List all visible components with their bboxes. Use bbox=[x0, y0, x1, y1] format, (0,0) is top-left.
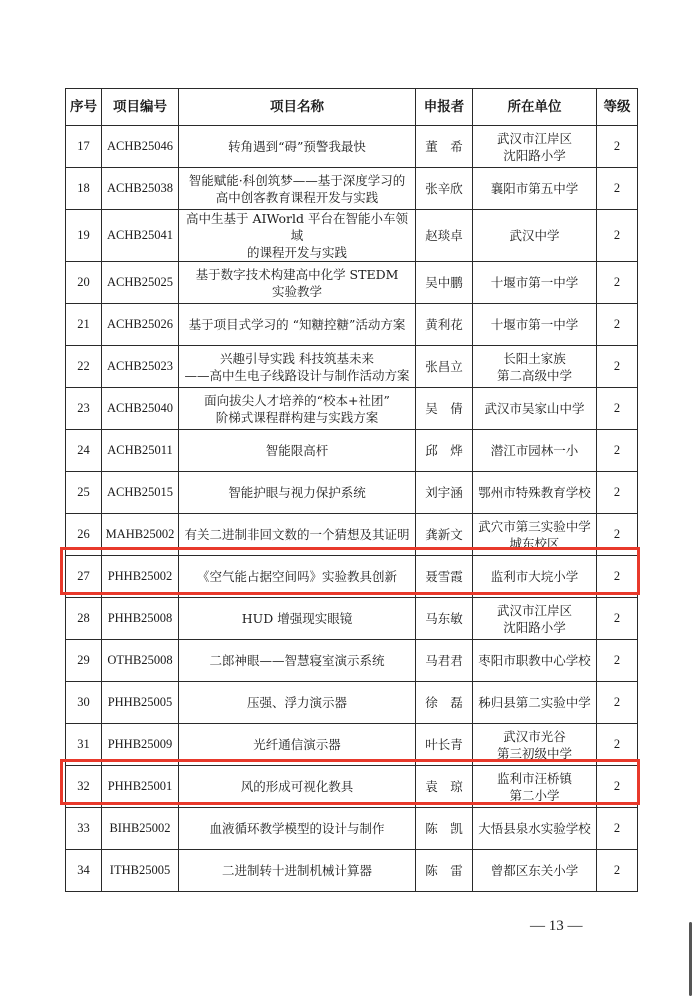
table-row bbox=[66, 210, 638, 262]
cell-grade: 2 bbox=[597, 126, 638, 168]
cell-unit bbox=[473, 472, 597, 514]
cell-grade: 2 bbox=[597, 850, 638, 892]
cell-unit-line: 十堰市第一中学 bbox=[490, 317, 579, 332]
cell-name-line: 兴趣引导实践 科技筑基未来 bbox=[220, 350, 374, 366]
cell-name-line: 智能限高杆 bbox=[265, 443, 329, 458]
cell-unit bbox=[473, 430, 597, 472]
cell-unit-line: 十堰市第一中学 bbox=[490, 275, 579, 290]
cell-code: PHHB25001 bbox=[102, 766, 179, 808]
cell-unit bbox=[473, 556, 597, 598]
cell-grade: 2 bbox=[597, 388, 638, 430]
cell-seq: 29 bbox=[66, 640, 102, 682]
cell-seq: 31 bbox=[66, 724, 102, 766]
cell-code: MAHB25002 bbox=[102, 514, 179, 556]
cell-code: ACHB25040 bbox=[102, 388, 179, 430]
cell-code: BIHB25002 bbox=[102, 808, 179, 850]
cell-unit bbox=[473, 346, 597, 388]
cell-unit-line: 潜江市园林一小 bbox=[490, 443, 579, 458]
cell-unit bbox=[473, 304, 597, 346]
cell-unit-line: 武汉中学 bbox=[509, 228, 560, 243]
cell-code: ACHB25041 bbox=[102, 210, 179, 262]
cell-name-line: 阶梯式课程群构建与实践方案 bbox=[215, 409, 379, 425]
cell-unit bbox=[473, 598, 597, 640]
cell-applicant: 吴 倩 bbox=[416, 388, 473, 430]
award-table bbox=[65, 88, 638, 892]
cell-unit bbox=[473, 766, 597, 808]
cell-code: ACHB25038 bbox=[102, 168, 179, 210]
cell-name-line: 《空气能占据空间吗》实验教具创新 bbox=[196, 569, 397, 584]
cell-unit-line: 第二小学 bbox=[509, 787, 560, 803]
table-row bbox=[66, 262, 638, 304]
cell-applicant: 聂雪霞 bbox=[416, 556, 473, 598]
cell-applicant: 徐 磊 bbox=[416, 682, 473, 724]
cell-name-line: 高中生基于 AIWorld 平台在智能小车领域 bbox=[186, 211, 408, 243]
cell-name bbox=[179, 304, 416, 346]
page-number: — 13 — bbox=[530, 918, 583, 934]
cell-applicant: 吴中鹏 bbox=[416, 262, 473, 304]
cell-unit bbox=[473, 168, 597, 210]
cell-applicant: 张辛欣 bbox=[416, 168, 473, 210]
cell-grade: 2 bbox=[597, 556, 638, 598]
cell-unit bbox=[473, 850, 597, 892]
cell-seq: 32 bbox=[66, 766, 102, 808]
cell-name bbox=[179, 850, 416, 892]
cell-unit-line: 大悟县泉水实验学校 bbox=[478, 821, 591, 836]
cell-seq: 21 bbox=[66, 304, 102, 346]
cell-unit bbox=[473, 262, 597, 304]
cell-unit-line: 秭归县第二实验中学 bbox=[478, 695, 591, 710]
cell-seq: 27 bbox=[66, 556, 102, 598]
cell-name-line: 风的形成可视化教具 bbox=[240, 779, 354, 794]
cell-applicant: 董 希 bbox=[416, 126, 473, 168]
cell-unit-line: 长阳土家族 bbox=[503, 350, 566, 366]
cell-unit-line: 武穴市第三实验中学 bbox=[478, 518, 591, 534]
cell-name-line: 实验教学 bbox=[271, 283, 322, 299]
cell-unit-line: 武汉市江岸区 bbox=[496, 130, 572, 146]
cell-code: ACHB25011 bbox=[102, 430, 179, 472]
table-row bbox=[66, 472, 638, 514]
table-row bbox=[66, 766, 638, 808]
cell-name bbox=[179, 388, 416, 430]
cell-unit-line: 第三初级中学 bbox=[496, 745, 572, 761]
cell-applicant: 袁 琼 bbox=[416, 766, 473, 808]
cell-unit-line: 监利市汪桥镇 bbox=[496, 770, 572, 786]
table-row bbox=[66, 346, 638, 388]
table-body bbox=[66, 126, 638, 892]
cell-name bbox=[179, 430, 416, 472]
cell-name-line: HUD 增强现实眼镜 bbox=[241, 611, 353, 626]
cell-code: ACHB25015 bbox=[102, 472, 179, 514]
cell-applicant: 马东敏 bbox=[416, 598, 473, 640]
table-row bbox=[66, 168, 638, 210]
cell-applicant: 赵琰卓 bbox=[416, 210, 473, 262]
cell-seq: 26 bbox=[66, 514, 102, 556]
cell-name-line: 的课程开发与实践 bbox=[246, 245, 347, 260]
cell-unit-line: 城东校区 bbox=[509, 535, 560, 551]
cell-grade: 2 bbox=[597, 168, 638, 210]
cell-seq: 33 bbox=[66, 808, 102, 850]
cell-unit-line: 监利市大垸小学 bbox=[490, 569, 579, 584]
cell-name bbox=[179, 210, 416, 262]
cell-applicant: 叶长青 bbox=[416, 724, 473, 766]
cell-applicant: 张昌立 bbox=[416, 346, 473, 388]
cell-grade: 2 bbox=[597, 514, 638, 556]
cell-unit bbox=[473, 724, 597, 766]
header-code: 项目编号 bbox=[102, 89, 179, 126]
header-seq: 序号 bbox=[66, 89, 102, 126]
cell-name bbox=[179, 808, 416, 850]
cell-name bbox=[179, 724, 416, 766]
cell-grade: 2 bbox=[597, 210, 638, 262]
cell-code: ACHB25046 bbox=[102, 126, 179, 168]
cell-grade: 2 bbox=[597, 430, 638, 472]
cell-code: PHHB25005 bbox=[102, 682, 179, 724]
cell-code: PHHB25008 bbox=[102, 598, 179, 640]
table-header-row bbox=[66, 89, 638, 126]
table-row bbox=[66, 598, 638, 640]
cell-grade: 2 bbox=[597, 766, 638, 808]
cell-seq: 28 bbox=[66, 598, 102, 640]
cell-seq: 22 bbox=[66, 346, 102, 388]
cell-name bbox=[179, 514, 416, 556]
cell-name-line: 二进制转十进制机械计算器 bbox=[221, 863, 372, 878]
cell-name bbox=[179, 168, 416, 210]
cell-seq: 17 bbox=[66, 126, 102, 168]
cell-seq: 20 bbox=[66, 262, 102, 304]
cell-name bbox=[179, 766, 416, 808]
table-row bbox=[66, 640, 638, 682]
cell-name-line: 有关二进制非回文数的一个猜想及其证明 bbox=[184, 527, 410, 542]
cell-name bbox=[179, 262, 416, 304]
scroll-indicator[interactable] bbox=[689, 922, 692, 996]
cell-applicant: 邱 烨 bbox=[416, 430, 473, 472]
table-row bbox=[66, 724, 638, 766]
cell-name-line: 智能赋能·科创筑梦——基于深度学习的 bbox=[188, 172, 406, 188]
cell-grade: 2 bbox=[597, 472, 638, 514]
cell-unit-line: 武汉市江岸区 bbox=[496, 602, 572, 618]
table-row bbox=[66, 850, 638, 892]
cell-unit-line: 鄂州市特殊教育学校 bbox=[478, 485, 591, 500]
cell-unit-line: 武汉市光谷 bbox=[503, 728, 566, 744]
cell-unit bbox=[473, 640, 597, 682]
cell-applicant: 马君君 bbox=[416, 640, 473, 682]
cell-seq: 18 bbox=[66, 168, 102, 210]
table-row bbox=[66, 430, 638, 472]
cell-code: OTHB25008 bbox=[102, 640, 179, 682]
cell-applicant: 黄利花 bbox=[416, 304, 473, 346]
cell-name-line: 压强、浮力演示器 bbox=[246, 695, 347, 710]
cell-name bbox=[179, 346, 416, 388]
cell-name-line: ——高中生电子线路设计与制作活动方案 bbox=[184, 367, 410, 383]
table-row bbox=[66, 126, 638, 168]
header-unit: 所在单位 bbox=[473, 89, 597, 126]
cell-name-line: 血液循环教学模型的设计与制作 bbox=[209, 821, 385, 836]
table-row bbox=[66, 808, 638, 850]
cell-unit bbox=[473, 514, 597, 556]
cell-name-line: 基于数字技术构建高中化学 STEDM bbox=[195, 266, 399, 282]
cell-seq: 19 bbox=[66, 210, 102, 262]
cell-grade: 2 bbox=[597, 808, 638, 850]
table-row bbox=[66, 556, 638, 598]
cell-grade: 2 bbox=[597, 724, 638, 766]
cell-code: PHHB25009 bbox=[102, 724, 179, 766]
cell-code: PHHB25002 bbox=[102, 556, 179, 598]
cell-unit bbox=[473, 210, 597, 262]
cell-unit-line: 第二高级中学 bbox=[496, 367, 572, 383]
cell-applicant: 龚新文 bbox=[416, 514, 473, 556]
cell-unit bbox=[473, 388, 597, 430]
header-name: 项目名称 bbox=[179, 89, 416, 126]
cell-name-line: 二郎神眼——智慧寝室演示系统 bbox=[209, 653, 385, 668]
cell-unit bbox=[473, 808, 597, 850]
header-applicant: 申报者 bbox=[416, 89, 473, 126]
cell-unit-line: 沈阳路小学 bbox=[503, 147, 566, 163]
cell-grade: 2 bbox=[597, 682, 638, 724]
cell-applicant: 陈 雷 bbox=[416, 850, 473, 892]
cell-applicant: 刘宇涵 bbox=[416, 472, 473, 514]
cell-name-line: 高中创客教育课程开发与实践 bbox=[215, 189, 379, 205]
cell-name-line: 转角遇到“碍”预警我最快 bbox=[228, 139, 366, 154]
cell-grade: 2 bbox=[597, 640, 638, 682]
cell-unit bbox=[473, 682, 597, 724]
cell-name bbox=[179, 556, 416, 598]
cell-code: ITHB25005 bbox=[102, 850, 179, 892]
cell-code: ACHB25025 bbox=[102, 262, 179, 304]
cell-seq: 23 bbox=[66, 388, 102, 430]
header-grade: 等级 bbox=[597, 89, 638, 126]
cell-applicant: 陈 凯 bbox=[416, 808, 473, 850]
cell-name-line: 智能护眼与视力保护系统 bbox=[228, 485, 366, 500]
cell-name-line: 面向拔尖人才培养的“校本+社团” bbox=[204, 392, 390, 408]
table-row bbox=[66, 388, 638, 430]
cell-seq: 25 bbox=[66, 472, 102, 514]
cell-unit-line: 武汉市吴家山中学 bbox=[484, 401, 585, 416]
cell-unit-line: 沈阳路小学 bbox=[503, 619, 566, 635]
cell-grade: 2 bbox=[597, 262, 638, 304]
table-row bbox=[66, 304, 638, 346]
cell-name bbox=[179, 126, 416, 168]
cell-code: ACHB25023 bbox=[102, 346, 179, 388]
table-row bbox=[66, 682, 638, 724]
cell-seq: 24 bbox=[66, 430, 102, 472]
cell-grade: 2 bbox=[597, 346, 638, 388]
cell-grade: 2 bbox=[597, 598, 638, 640]
cell-name-line: 光纤通信演示器 bbox=[253, 737, 341, 752]
cell-name bbox=[179, 640, 416, 682]
cell-name bbox=[179, 682, 416, 724]
cell-unit-line: 襄阳市第五中学 bbox=[490, 181, 579, 196]
cell-name-line: 基于项目式学习的 “知糖控糖”活动方案 bbox=[188, 317, 406, 332]
cell-seq: 34 bbox=[66, 850, 102, 892]
table-row bbox=[66, 514, 638, 556]
cell-grade: 2 bbox=[597, 304, 638, 346]
cell-unit bbox=[473, 126, 597, 168]
cell-name bbox=[179, 598, 416, 640]
cell-name bbox=[179, 472, 416, 514]
cell-code: ACHB25026 bbox=[102, 304, 179, 346]
cell-seq: 30 bbox=[66, 682, 102, 724]
cell-unit-line: 曾都区东关小学 bbox=[490, 863, 579, 878]
cell-unit-line: 枣阳市职教中心学校 bbox=[478, 653, 591, 668]
